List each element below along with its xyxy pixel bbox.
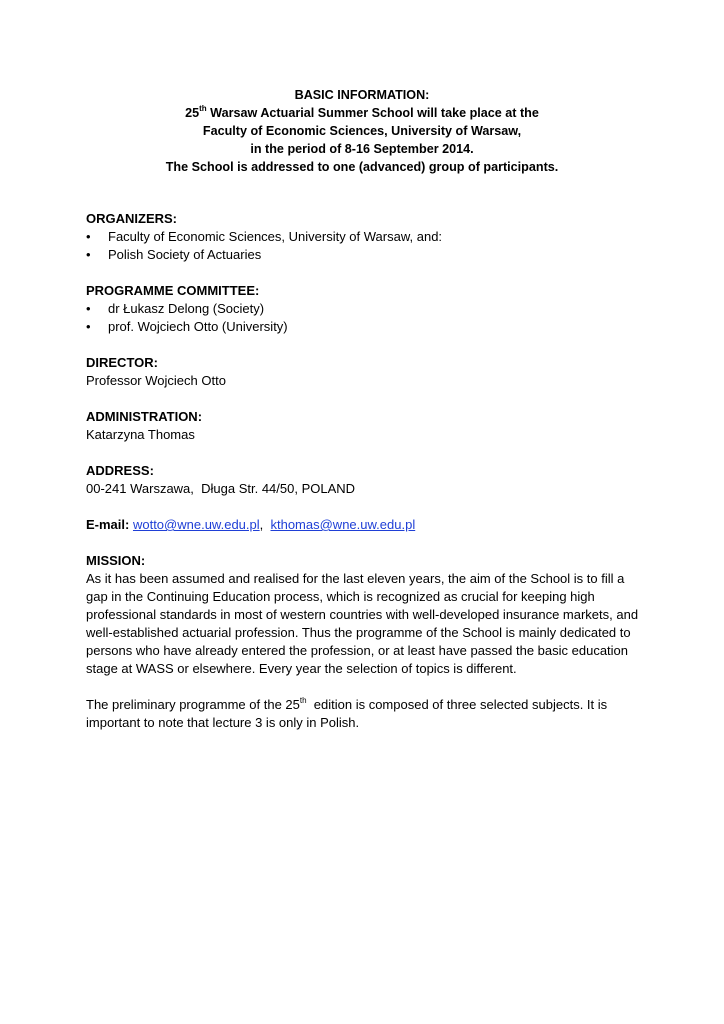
document-body	[86, 210, 646, 732]
email-section	[86, 516, 646, 534]
administration-heading: ADMINISTRATION:	[86, 409, 203, 424]
header-venue-line: Faculty of Economic Sciences, University of Warsaw,	[202, 124, 522, 138]
committee-section	[86, 282, 646, 336]
list-item	[86, 246, 646, 264]
email-link-kthomas[interactable]: kthomas@wne.uw.edu.pl	[270, 517, 416, 532]
bullet-icon: •	[86, 319, 91, 334]
list-item	[86, 300, 646, 318]
director-heading: DIRECTOR:	[86, 355, 158, 370]
mission-paragraph: As it has been assumed and realised for the last eleven years, the aim of the School is to fill a gap in the Continuing Education process, which is recognized as crucial for keeping high professional standards in most of western countries with well-developed insurance markets, and well-established actuarial profession. Thus the programme of the School is mainly dedicated to persons who have already entered the profession, or at least have passed the basic education stage at WASS or elsewhere. Every year the selection of topics is different.	[86, 571, 639, 676]
programme-paragraph	[86, 696, 646, 732]
email-separator: ,	[259, 517, 271, 532]
administration-section	[86, 408, 646, 444]
programme-text-after: edition is composed of three selected subjects. It is important to note that lecture 3 is only in Polish.	[86, 697, 611, 730]
header-event-line	[0, 104, 724, 122]
director-name: Professor Wojciech Otto	[86, 373, 226, 388]
address-value: 00-241 Warszawa, Długa Str. 44/50, POLAND	[86, 481, 356, 496]
committee-list	[86, 300, 646, 336]
list-item	[86, 228, 646, 246]
email-link-wotto[interactable]: wotto@wne.uw.edu.pl	[132, 517, 260, 532]
administration-name: Katarzyna Thomas	[86, 427, 195, 442]
programme-text-before: The preliminary programme of the 25	[86, 697, 300, 712]
basic-information-header	[0, 86, 724, 176]
address-section	[86, 462, 646, 498]
mission-heading: MISSION:	[86, 553, 146, 568]
event-description: Warsaw Actuarial Summer School will take place at the	[206, 106, 539, 120]
mission-section	[86, 552, 646, 678]
committee-member: prof. Wojciech Otto (University)	[108, 319, 288, 334]
bullet-icon: •	[86, 229, 91, 244]
bullet-icon: •	[86, 301, 91, 316]
director-section	[86, 354, 646, 390]
organizer-name: Polish Society of Actuaries	[108, 247, 262, 262]
organizers-section	[86, 210, 646, 264]
committee-heading: PROGRAMME COMMITTEE:	[86, 283, 260, 298]
edition-number: 25	[185, 106, 200, 120]
edition-suffix: th	[199, 103, 207, 113]
list-item	[86, 318, 646, 336]
header-audience-line: The School is addressed to one (advanced) group of participants.	[165, 160, 559, 174]
header-title: BASIC INFORMATION:	[294, 88, 430, 102]
email-label: E-mail:	[86, 517, 130, 532]
organizers-list	[86, 228, 646, 264]
organizers-heading: ORGANIZERS:	[86, 211, 177, 226]
bullet-icon: •	[86, 247, 91, 262]
organizer-name: Faculty of Economic Sciences, University of Warsaw, and:	[108, 229, 443, 244]
header-dates-line: in the period of 8-16 September 2014.	[250, 142, 474, 156]
address-heading: ADDRESS:	[86, 463, 154, 478]
programme-edition-suffix: th	[299, 695, 307, 705]
committee-member: dr Łukasz Delong (Society)	[108, 301, 265, 316]
